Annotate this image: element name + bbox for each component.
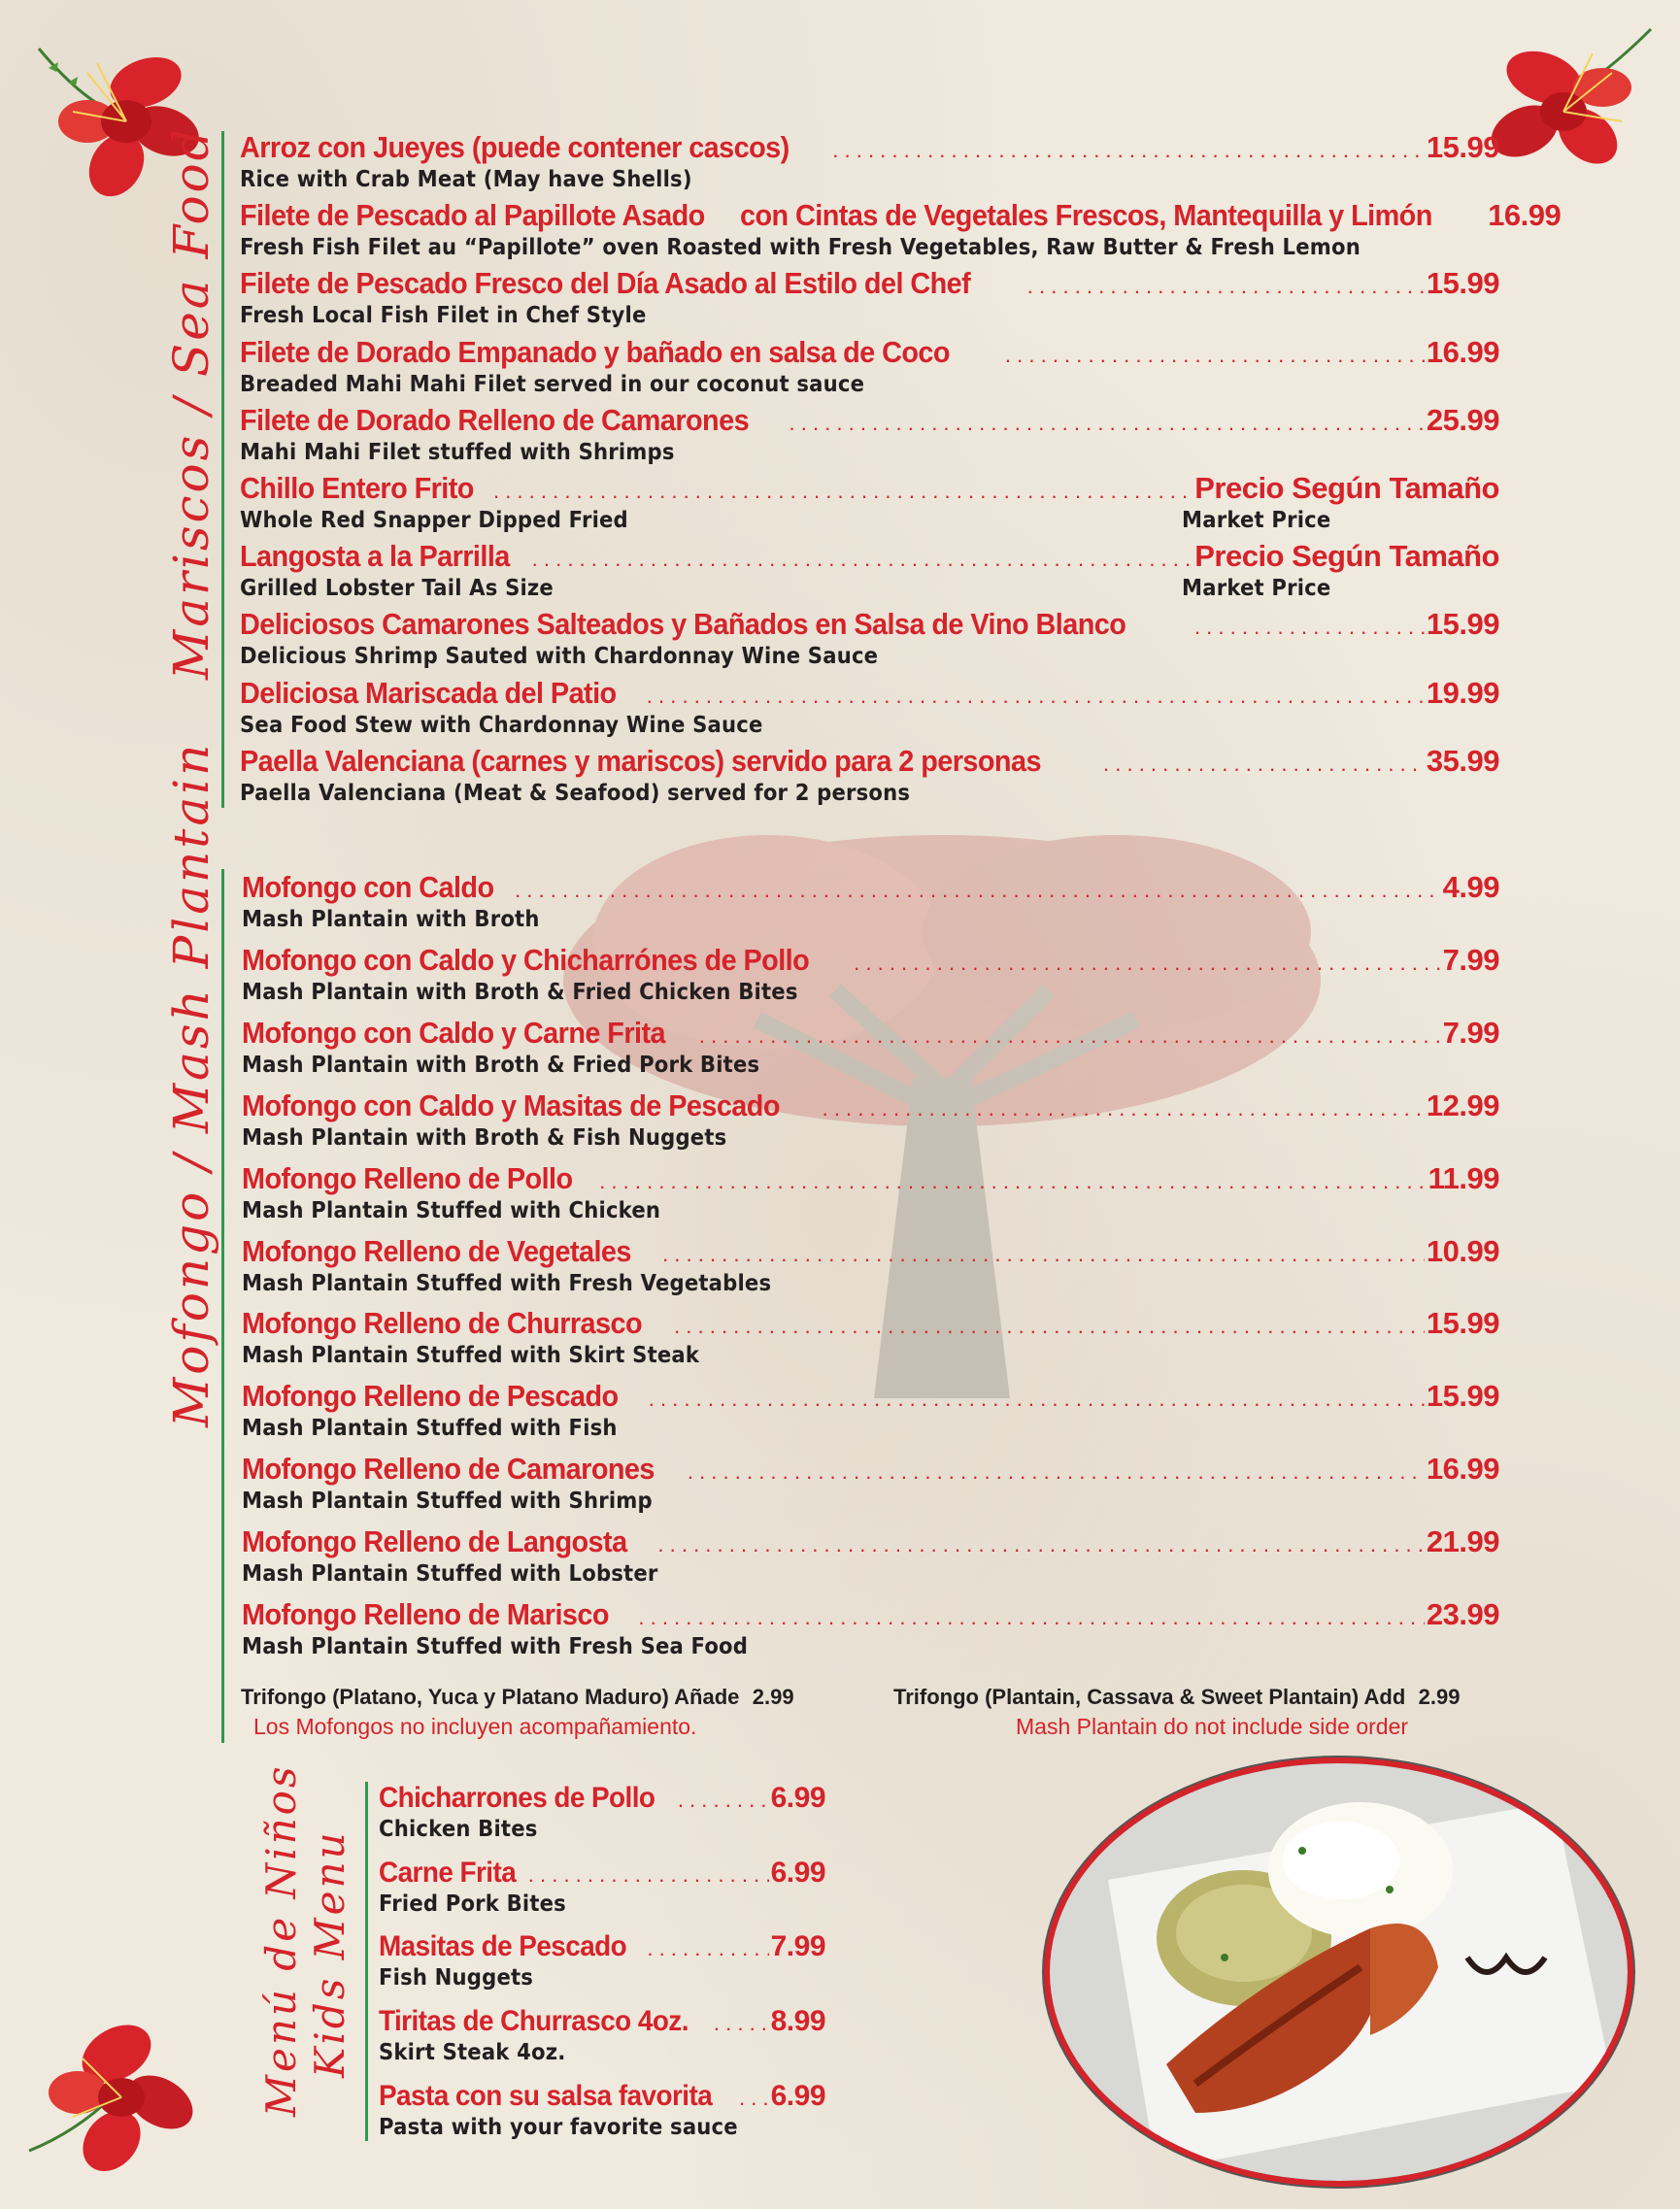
menu-item-row <box>242 1379 1499 1414</box>
menu-item-name: Carne Frita <box>379 1856 517 1889</box>
menu-item-translation: Mash Plantain with Broth & Fried Pork Bites <box>242 1052 760 1078</box>
menu-item <box>240 676 1499 738</box>
dot-leader <box>714 2011 769 2036</box>
menu-item-name: Chicharrones de Pollo <box>379 1782 655 1814</box>
menu-item-name: Mofongo Relleno de Langosta <box>242 1524 627 1559</box>
menu-item-row <box>240 266 1499 301</box>
menu-item-name: Mofongo Relleno de Camarones <box>242 1452 655 1487</box>
menu-item-price: 16.99 <box>1426 334 1499 369</box>
menu-item-price: 21.99 <box>1426 1524 1499 1559</box>
mofongo-side-note-en-text: Mash Plantain do not include side order <box>1016 1714 1409 1739</box>
menu-item-row <box>240 403 1499 438</box>
menu-item-translation: Grilled Lobster Tail As Size <box>240 576 554 602</box>
menu-item <box>242 1088 1499 1151</box>
menu-item-translation: Mash Plantain with Broth & Fried Chicken Bites <box>242 979 798 1005</box>
menu-item <box>240 403 1499 465</box>
dot-leader <box>1103 752 1425 777</box>
menu-item-row <box>379 1857 825 1890</box>
kids-section-rule <box>365 1782 368 2141</box>
menu-item-name: Filete de Pescado al Papillote Asado <box>240 198 705 233</box>
dot-leader <box>638 1605 1425 1630</box>
menu-item-translation-row <box>242 905 1499 932</box>
menu-item-translation-row <box>240 301 1499 328</box>
menu-item <box>240 744 1499 806</box>
menu-item-translation-row <box>379 1815 825 1842</box>
menu-item <box>379 1782 825 1842</box>
menu-item-translation-row <box>379 2113 825 2140</box>
menu-item-price: 16.99 <box>1426 1452 1499 1487</box>
menu-item-price: 11.99 <box>1428 1160 1499 1195</box>
menu-item-price: 35.99 <box>1426 743 1499 778</box>
menu-item <box>379 1930 825 1991</box>
menu-item <box>379 2005 825 2065</box>
trifongo-en-note <box>893 1685 1460 1710</box>
menu-item-row <box>379 1930 825 1963</box>
menu-item-name: Pasta con su salsa favorita <box>379 2079 713 2112</box>
menu-item <box>240 471 1499 533</box>
menu-item-name: Deliciosos Camarones Salteados y Bañados en Salsa de Vino Blanco <box>240 607 1126 642</box>
menu-item-row <box>240 607 1499 642</box>
menu-item-name: Mofongo Relleno de Pescado <box>242 1379 619 1414</box>
menu-item-translation-row <box>242 1269 1499 1296</box>
menu-item-price: 19.99 <box>1426 675 1499 710</box>
menu-item <box>240 539 1499 601</box>
menu-item-translation: Mash Plantain with Broth <box>242 907 540 932</box>
menu-item-translation: Mash Plantain Stuffed with Chicken <box>242 1197 661 1223</box>
menu-item-price: 7.99 <box>1442 1015 1499 1050</box>
menu-item-name: Filete de Dorado Empanado y bañado en salsa de Coco <box>240 334 950 369</box>
market-price-label: Market Price <box>1182 576 1331 602</box>
menu-item-translation-row <box>240 642 1499 669</box>
trifongo-es-note <box>241 1685 794 1710</box>
menu-item-price: 7.99 <box>770 1930 825 1963</box>
menu-item-translation-row <box>242 1632 1499 1659</box>
menu-item-translation-row <box>242 1051 1499 1078</box>
menu-item-price: 25.99 <box>1426 402 1499 437</box>
menu-item-row <box>240 676 1499 711</box>
dot-leader <box>790 411 1425 436</box>
trifongo-es-label: Trifongo (Platano, Yuca y Platano Maduro) Añade <box>241 1685 740 1709</box>
menu-item-translation: Fresh Fish Filet au “Papillote” oven Roasted with Fresh Vegetables, Raw Butter & Fresh Lemon <box>240 235 1361 261</box>
menu-item-price: 4.99 <box>1442 870 1499 904</box>
dot-leader <box>532 547 1193 572</box>
menu-item-translation-row <box>242 1487 1499 1514</box>
menu-item-translation: Fresh Local Fish Filet in Chef Style <box>240 303 647 329</box>
menu-item-row <box>240 539 1499 574</box>
market-price-label: Market Price <box>1182 508 1331 533</box>
menu-item <box>240 266 1499 328</box>
menu-item-translation: Rice with Crab Meat (May have Shells) <box>240 167 692 192</box>
trifongo-en-label: Trifongo (Plantain, Cassava & Sweet Plantain) Add <box>893 1685 1406 1709</box>
dot-leader <box>599 1169 1426 1194</box>
menu-item-price: 10.99 <box>1426 1233 1499 1268</box>
menu-item-translation: Mash Plantain Stuffed with Lobster <box>242 1561 658 1588</box>
dot-leader <box>528 1862 769 1888</box>
menu-item-row <box>242 1524 1499 1559</box>
menu-item-translation-row <box>379 1890 825 1917</box>
menu-item-name: Filete de Pescado Fresco del Día Asado al Estilo del Chef <box>240 266 971 301</box>
menu-item-name: Mofongo Relleno de Vegetales <box>242 1233 631 1268</box>
menu-item-translation-row <box>240 779 1499 806</box>
menu-item-row <box>379 2005 825 2038</box>
menu-item-translation-row <box>240 438 1499 465</box>
menu-item-translation-row <box>240 165 1499 192</box>
dot-leader <box>1005 343 1425 368</box>
menu-item-name: Arroz con Jueyes (puede contener cascos) <box>240 130 790 164</box>
seafood-section-rule <box>221 131 224 808</box>
menu-item-name: Langosta a la Parrilla <box>240 539 510 574</box>
menu-item-translation-row <box>242 1123 1499 1151</box>
menu-item <box>240 607 1499 669</box>
menu-item-row <box>242 1088 1499 1123</box>
menu-item-translation-row <box>240 574 1499 601</box>
menu-item-row <box>240 198 1562 233</box>
menu-item <box>242 1452 1499 1514</box>
menu-item-name: Masitas de Pescado <box>379 1930 627 1963</box>
mofongo-side-note-es <box>253 1714 696 1740</box>
menu-item-detail: con Cintas de Vegetales Frescos, Mantequilla y Limón <box>739 198 1432 233</box>
menu-item-row <box>242 870 1499 905</box>
menu-item-price: 12.99 <box>1426 1088 1499 1122</box>
menu-item <box>242 1379 1499 1441</box>
menu-item-name: Mofongo Relleno de Pollo <box>242 1160 573 1195</box>
mofongo-section-title: Mofongo / Mash Plantain <box>163 741 219 1427</box>
dot-leader <box>739 2086 769 2111</box>
menu-item <box>242 1161 1499 1223</box>
menu-item-translation: Pasta with your favorite sauce <box>379 2114 738 2140</box>
trifongo-en-price: 2.99 <box>1418 1685 1461 1709</box>
dot-leader <box>493 479 1193 504</box>
dot-leader <box>662 1242 1425 1267</box>
trifongo-es-price: 2.99 <box>752 1685 794 1709</box>
menu-item-name: Mofongo Relleno de Churrasco <box>242 1306 643 1341</box>
menu-item-price: 15.99 <box>1426 266 1499 301</box>
menu-item-price: 6.99 <box>770 2079 825 2112</box>
menu-item-price: 7.99 <box>1442 942 1499 977</box>
menu-item-row <box>242 1161 1499 1196</box>
menu-item-row <box>242 1452 1499 1487</box>
menu-item-name: Chillo Entero Frito <box>240 471 474 505</box>
menu-item-price: 15.99 <box>1426 1306 1499 1341</box>
dot-leader <box>823 1096 1425 1121</box>
menu-item-price: 8.99 <box>770 2005 825 2038</box>
dot-leader <box>1194 615 1425 640</box>
menu-item-row <box>242 943 1499 978</box>
menu-item <box>242 1306 1499 1368</box>
kids-title-en: Kids Menu <box>306 1829 353 2078</box>
menu-item-name: Mofongo con Caldo y Chicharrónes de Pollo <box>242 942 810 977</box>
menu-item <box>240 335 1499 397</box>
menu-item-translation: Fish Nuggets <box>379 1965 534 1991</box>
dot-leader <box>674 1314 1425 1339</box>
menu-item-row <box>240 744 1499 779</box>
menu-item-row <box>240 130 1499 165</box>
menu-item-translation-row <box>242 1341 1499 1368</box>
menu-item-price: 15.99 <box>1426 1379 1499 1414</box>
menu-item-translation: Mash Plantain Stuffed with Skirt Steak <box>242 1343 700 1369</box>
dot-leader <box>854 951 1441 976</box>
menu-item-translation: Breaded Mahi Mahi Filet served in our coconut sauce <box>240 371 865 397</box>
menu-item-translation: Skirt Steak 4oz. <box>379 2040 566 2066</box>
kids-title-es: Menú de Niños <box>257 1763 305 2117</box>
lobster-plate-photo <box>1044 1757 1633 2187</box>
menu-item-row <box>240 335 1499 370</box>
menu-item-name: Mofongo con Caldo y Masitas de Pescado <box>242 1088 780 1122</box>
lobster-plate-illustration <box>1050 1763 1628 2181</box>
dot-leader <box>647 1936 768 1961</box>
menu-item-row <box>379 2080 825 2113</box>
dot-leader <box>515 878 1441 903</box>
menu-item <box>242 1597 1499 1659</box>
menu-item-translation-row <box>242 1414 1499 1441</box>
menu-item-price: 23.99 <box>1426 1597 1499 1631</box>
menu-item-row <box>379 1782 825 1815</box>
menu-item-translation-row <box>379 2038 825 2065</box>
menu-item-name: Mofongo Relleno de Marisco <box>242 1597 609 1631</box>
menu-item-translation-row <box>240 506 1499 533</box>
menu-item <box>242 1016 1499 1078</box>
menu-item-translation-row <box>240 711 1499 738</box>
menu-item-name: Mofongo con Caldo y Carne Frita <box>242 1015 665 1050</box>
menu-item-row <box>242 1597 1499 1632</box>
mofongo-side-note-en <box>1016 1714 1408 1740</box>
menu-item <box>242 1234 1499 1296</box>
menu-item-name: Tiritas de Churrasco 4oz. <box>379 2005 689 2038</box>
menu-item-price: Precio Según Tamaño <box>1194 539 1499 574</box>
menu-item-row <box>242 1016 1499 1051</box>
dot-leader <box>649 1387 1425 1412</box>
dot-leader <box>657 1532 1425 1557</box>
menu-item-row <box>240 471 1499 506</box>
menu-item-translation-row <box>240 233 1499 260</box>
menu-item-translation: Chicken Bites <box>379 1817 538 1842</box>
menu-item-name: Filete de Dorado Relleno de Camarones <box>240 402 750 437</box>
menu-item-translation: Mahi Mahi Filet stuffed with Shrimps <box>240 439 675 465</box>
dot-leader <box>647 684 1425 709</box>
menu-item-translation: Mash Plantain Stuffed with Shrimp <box>242 1489 653 1515</box>
menu-item <box>242 1524 1499 1587</box>
flamboyan-flower-icon <box>19 1995 204 2190</box>
menu-item-name: Paella Valenciana (carnes y mariscos) servido para 2 personas <box>240 743 1041 778</box>
menu-item-name: Deliciosa Mariscada del Patio <box>240 675 617 710</box>
menu-item-price: 15.99 <box>1426 130 1499 164</box>
menu-item-price: 6.99 <box>770 1782 825 1814</box>
menu-item-translation: Paella Valenciana (Meat & Seafood) served for 2 persons <box>240 780 911 806</box>
menu-item <box>240 130 1499 192</box>
dot-leader <box>678 1788 769 1813</box>
menu-item-translation: Mash Plantain with Broth & Fish Nuggets <box>242 1124 727 1151</box>
menu-item-name: Mofongo con Caldo <box>242 870 494 904</box>
menu-item <box>379 1857 825 1917</box>
menu-item-price: 15.99 <box>1426 607 1499 642</box>
menu-item-translation: Fried Pork Bites <box>379 1891 566 1917</box>
mofongo-side-note-es-text: Los Mofongos no incluyen acompañamiento. <box>253 1714 697 1739</box>
menu-item-translation-row <box>242 1196 1499 1223</box>
menu-item-translation-row <box>242 978 1499 1005</box>
menu-item-translation-row <box>379 1963 825 1991</box>
dot-leader <box>688 1459 1425 1485</box>
menu-item-translation: Mash Plantain Stuffed with Fresh Sea Food <box>242 1634 749 1659</box>
menu-item-price: 6.99 <box>770 1856 825 1889</box>
dot-leader <box>699 1023 1441 1049</box>
menu-item-translation-row <box>242 1559 1499 1587</box>
menu-item-translation: Delicious Shrimp Sauted with Chardonnay Wine Sauce <box>240 644 879 670</box>
menu-item-price: 16.99 <box>1488 198 1562 233</box>
menu-item-translation: Sea Food Stew with Chardonnay Wine Sauce <box>240 712 763 738</box>
menu-item-row <box>242 1234 1499 1269</box>
menu-item <box>242 870 1499 932</box>
menu-item-translation-row <box>240 370 1499 397</box>
menu-item-translation: Mash Plantain Stuffed with Fresh Vegetables <box>242 1270 772 1296</box>
menu-item-row <box>242 1306 1499 1341</box>
mofongo-section-rule <box>221 869 224 1743</box>
menu-item-price: Precio Según Tamaño <box>1194 471 1499 505</box>
menu-item <box>379 2080 825 2140</box>
seafood-section-title: Mariscos / Sea Food <box>163 126 219 680</box>
dot-leader <box>1027 274 1425 299</box>
dot-leader <box>832 138 1425 163</box>
menu-item-translation: Mash Plantain Stuffed with Fish <box>242 1416 618 1442</box>
menu-item <box>242 943 1499 1005</box>
menu-item <box>240 198 1562 261</box>
menu-item-translation: Whole Red Snapper Dipped Fried <box>240 508 628 533</box>
